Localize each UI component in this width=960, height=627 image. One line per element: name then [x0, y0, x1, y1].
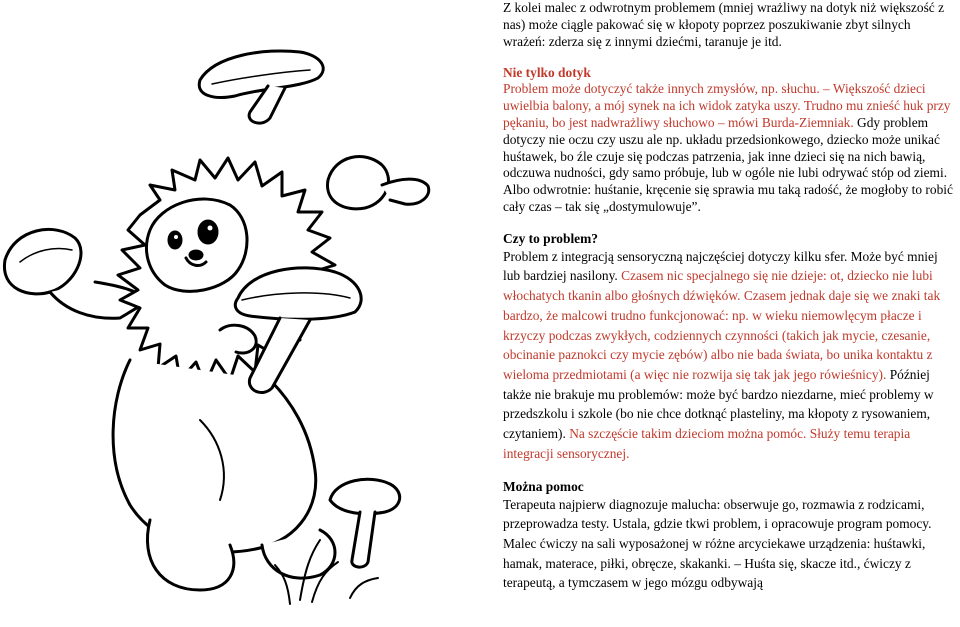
intro-paragraph: Z kolei malec z odwrotnym problemem (mniej wrażliwy na dotyk niż większość z nas) może ciągle pakować się w kłopoty poprzez poszukiwanie zbyt silnych wrażeń: zderza się z innymi dziećmi, taranuje je itd.	[503, 0, 945, 49]
hedgehog-icon	[113, 158, 335, 590]
section-paragraph: Problem może dotyczyć także innych zmysłów, np. słuchu. – Większość dzieci uwielbia balony, a mój synek na ich widok zatyka uszy. Trudno mu znieść huk przy pękaniu, bo jest nadwrażliwy słuchowo – mówi Burda-Ziemniak. Gdy problem dotyczy nie oczu czy uszu ale np. układu przedsionkowego, dziecko może unikać huśtawek, bo źle czuje się podczas patrzenia, jak inne dzieci się na nich bawią, odczuwa nudności, gdy samo próbuje, lub w ogóle nie lubi odrywać stóp od ziemi. Albo odwrotnie: huśtanie, kręcenie się sprawia mu taką radość, że mogłoby to robić cały czas – tak się „dostymulowuje”.	[503, 81, 953, 214]
section-heading: Nie tylko dotyk	[503, 65, 591, 81]
section-paragraph: Terapeuta najpierw diagnozuje malucha: obserwuje go, rozmawia z rodzicami, przeprowadza testy. Ustala, gdzie tkwi problem, i opracowuje program pomocy. Malec ćwiczy na sali wyposażonej w różne arcyciekawe urządzenia: huśtawki, hamak, materace, piłki, obręcze, skakanki. – Huśta się, skacze itd., ćwiczy z terapeutą, a tymczasem w jego mózgu odbywają	[503, 496, 932, 591]
mushroom-right-icon	[328, 157, 429, 209]
section-mozna-pomoc	[503, 479, 955, 594]
section-nie-tylko-dotyk	[503, 65, 955, 215]
section-heading: Można pomoc	[503, 478, 584, 494]
mushroom-top-icon	[199, 51, 323, 123]
section-czy-to-problem	[503, 231, 955, 464]
section-heading: Czy to problem?	[503, 230, 598, 246]
section-paragraph: Problem z integracją sensoryczną najczęściej dotyczy kilku sfer. Może być mniej lub bardziej nasilony. Czasem nic specjalnego się nie dzieje: ot, dziecko nie lubi włochatych tkanin albo głośnych dźwięków. Czasem jednak daje się we znaki tak bardzo, że malcowi trudno funkcjonować: np. w wieku niemowlęcym płacze i krzyczy podczas zwykłych, codziennych czynności (takich jak mycie, czesanie, obcinanie paznokci czy mycie zębów) albo nie bada świata, bo unika kontaktu z wieloma przedmiotami (a więc nie rozwija się tak jak jego rówieśnicy). Później także nie brakuje mu problemów: może być bardzo niezdarne, mieć problemy w przedszkolu i szkole (bo nie chce dotknąć plasteliny, ma kłopoty z rysowaniem, czytaniem). Na szczęście takim dzieciom można pomóc. Służy temu terapia integracji sensorycznej.	[503, 248, 941, 461]
article-text	[503, 0, 955, 627]
mushroom-small-icon	[330, 479, 400, 567]
